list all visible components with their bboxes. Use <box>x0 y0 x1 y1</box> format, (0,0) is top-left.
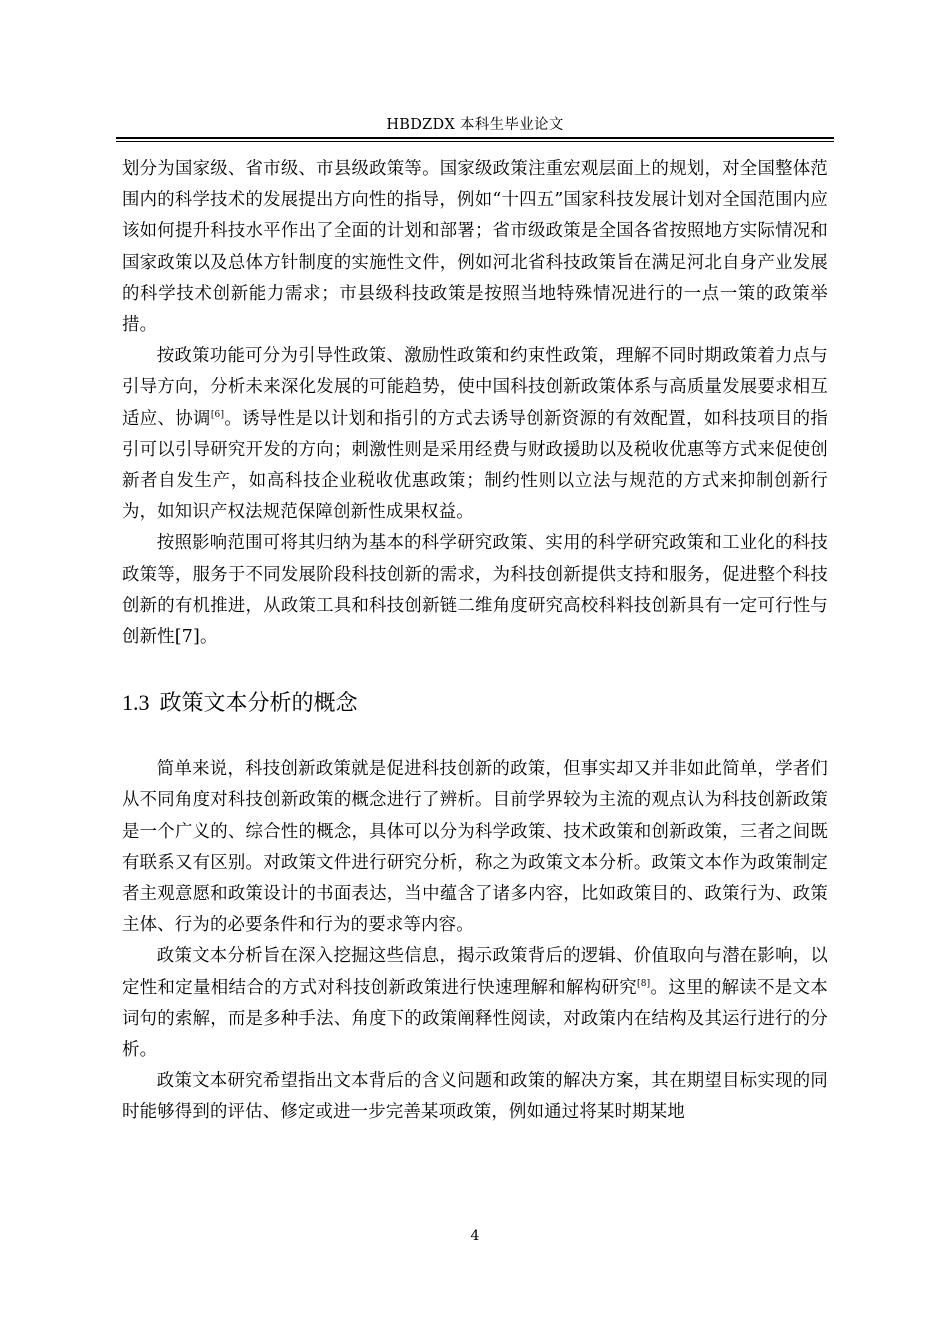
paragraph-text: 。诱导性是以计划和指引的方式去诱导创新资源的有效配置，如科技项目的指引可以引导研究开发的方向；刺激性则是采用经费与财政援助以及税收优惠等方式来促使创新者自发生产，如高科技企业税收优惠政策；制约性则以立法与规范的方式来抑制创新行为，如知识产权法规范保障创新性成果权益。 <box>122 408 828 523</box>
paragraph-text: 按政策功能可分为引导性政策、激励性政策和约束性政策，理解不同时期政策着力点与引导方向，分析未来深化发展的可能趋势，使中国科技创新政策体系与高质量发展要求相互适应、协调 <box>122 346 828 429</box>
paragraph-text: 。这里的解读不是文本词句的索解，而是多种手法、角度下的政策阐释性阅读，对政策内在结构及其运行进行的分析。 <box>122 977 828 1061</box>
running-header: HBDZDX 本科生毕业论文 <box>386 117 564 133</box>
body-text <box>122 154 828 1129</box>
paragraph-influence-scope: 按照影响范围可将其归纳为基本的科学研究政策、实用的科学研究政策和工业化的科技政策等，服务于不同发展阶段科技创新的需求，为科技创新提供支持和服务，促进整个科技创新的有机推进，从政策工具和科技创新链二维角度研究高校科料技创新具有一定可行性与创新性[7]。 <box>122 533 828 648</box>
header-rule-thick <box>116 137 834 139</box>
citation-ref: [8] <box>637 978 651 989</box>
citation-ref: [6] <box>210 409 225 420</box>
paragraph-text: 政策文本分析旨在深入挖掘这些信息，揭示政策背后的逻辑、价值取向与潜在影响，以定性和定量相结合的方式对科技创新政策进行快速理解和解构研究 <box>122 946 828 998</box>
section-number: 1.3 <box>122 690 150 716</box>
paragraph-concept: 简单来说，科技创新政策就是促进科技创新的政策，但事实却又并非如此简单，学者们从不同角度对科技创新政策的概念进行了辨析。目前学界较为主流的观点认为科技创新政策是一个广义的、综合性的概念，具体可以分为科学政策、技术政策和创新政策，三者之间既有联系又有区别。对政策文件进行研究分析，称之为政策文本分析。政策文本作为政策制定者主观意愿和政策设计的书面表达，当中蕴含了诸多内容，比如政策目的、政策行为、政策主体、行为的必要条件和行为的要求等内容。 <box>122 759 828 936</box>
section-heading <box>122 687 828 720</box>
paragraph-continued: 划分为国家级、省市级、市县级政策等。国家级政策注重宏观层面上的规划，对全国整体范围内的科学技术的发展提出方向性的指导，例如“十四五”国家科技发展计划对全国范围内应该如何提升科技水平作出了全面的计划和部署；省市级政策是全国各省按照地方实际情况和国家政策以及总体方针制度的实施性文件，例如河北省科技政策旨在满足河北自身产业发展的科学技术创新能力需求；市县级科技政策是按照当地特殊情况进行的一点一策的政策举措。 <box>122 159 828 336</box>
paragraph-analysis-purpose <box>122 941 828 1066</box>
paragraph-policy-function <box>122 341 828 528</box>
section-title: 政策文本分析的概念 <box>159 691 358 717</box>
header-rule-thin <box>116 141 834 142</box>
page-number: 4 <box>470 1228 480 1244</box>
paragraph-research-goal: 政策文本研究希望指出文本背后的含义问题和政策的解决方案，其在期望目标实现的同时能够得到的评估、修定或进一步完善某项政策，例如通过将某时期某地 <box>122 1071 828 1123</box>
